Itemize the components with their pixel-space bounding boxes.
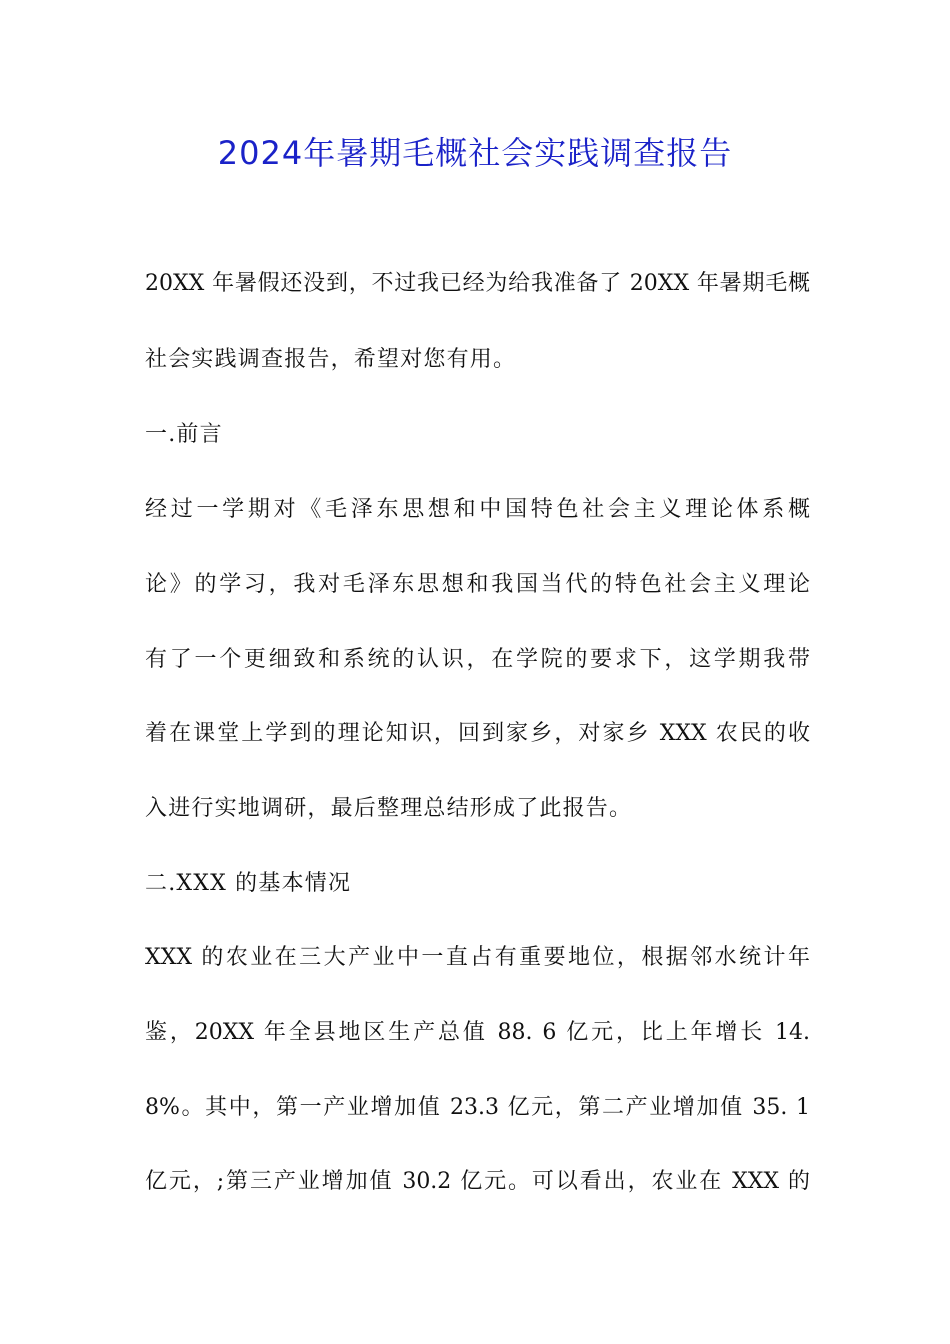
- paragraph-line: 亿元，;第三产业增加值 30.2 亿元。可以看出，农业在 XXX 的: [145, 1169, 810, 1194]
- paragraph-line: XXX 的农业在三大产业中一直占有重要地位，根据邻水统计年: [145, 945, 810, 970]
- paragraph-line: 鉴，20XX 年全县地区生产总值 88. 6 亿元，比上年增长 14.: [145, 1020, 810, 1045]
- document-title: 2024年暑期毛概社会实践调查报告: [217, 134, 733, 172]
- paragraph-line: 有了一个更细致和系统的认识，在学院的要求下，这学期我带: [145, 647, 810, 672]
- paragraph-line: 论》的学习，我对毛泽东思想和我国当代的特色社会主义理论: [145, 572, 810, 597]
- paragraph-line: 社会实践调查报告，希望对您有用。: [145, 347, 517, 372]
- paragraph-line: 20XX 年暑假还没到，不过我已经为给我准备了 20XX 年暑期毛概: [145, 271, 810, 296]
- paragraph-line: 经过一学期对《毛泽东思想和中国特色社会主义理论体系概: [145, 497, 810, 522]
- section-heading: 二.XXX 的基本情况: [145, 871, 352, 896]
- paragraph-line: 8%。其中，第一产业增加值 23.3 亿元，第二产业增加值 35. 1: [145, 1095, 810, 1120]
- section-heading: 一.前言: [145, 422, 223, 447]
- paragraph-line: 着在课堂上学到的理论知识，回到家乡，对家乡 XXX 农民的收: [145, 721, 810, 746]
- paragraph-line: 入进行实地调研，最后整理总结形成了此报告。: [145, 796, 633, 821]
